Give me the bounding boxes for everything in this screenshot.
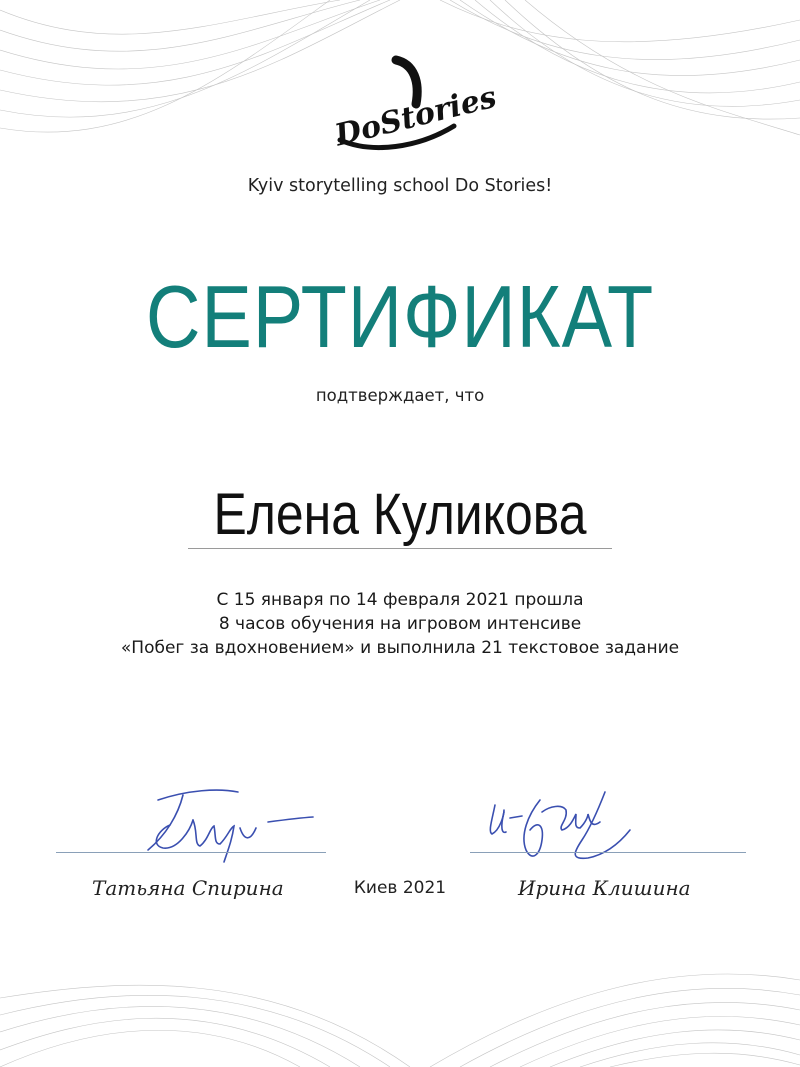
name-underline [188,548,612,549]
body-line-2: 8 часов обучения на игровом интенсиве [218,614,582,634]
certificate-title: СЕРТИФИКАТ [145,267,655,366]
school-name: Kyiv storytelling school Do Stories! [247,176,553,196]
signature-right [470,770,650,880]
signer-name-right: Ирина Клишина [518,876,691,900]
place-date: Киев 2021 [353,878,447,898]
signer-name-left: Татьяна Спирина [92,876,284,900]
dostories-logo [322,52,500,162]
signature-line-left [56,852,326,853]
body-line-1: С 15 января по 14 февраля 2021 прошла [216,590,584,610]
signature-left [128,770,328,870]
confirms-text: подтверждает, что [315,386,485,405]
svg-text:DoStories: DoStories [331,79,500,154]
certificate-body [0,588,800,660]
recipient-name: Елена Куликова [213,482,587,547]
body-line-3: «Побег за вдохновением» и выполнила 21 текстовое задание [120,638,680,658]
signature-line-right [470,852,746,853]
